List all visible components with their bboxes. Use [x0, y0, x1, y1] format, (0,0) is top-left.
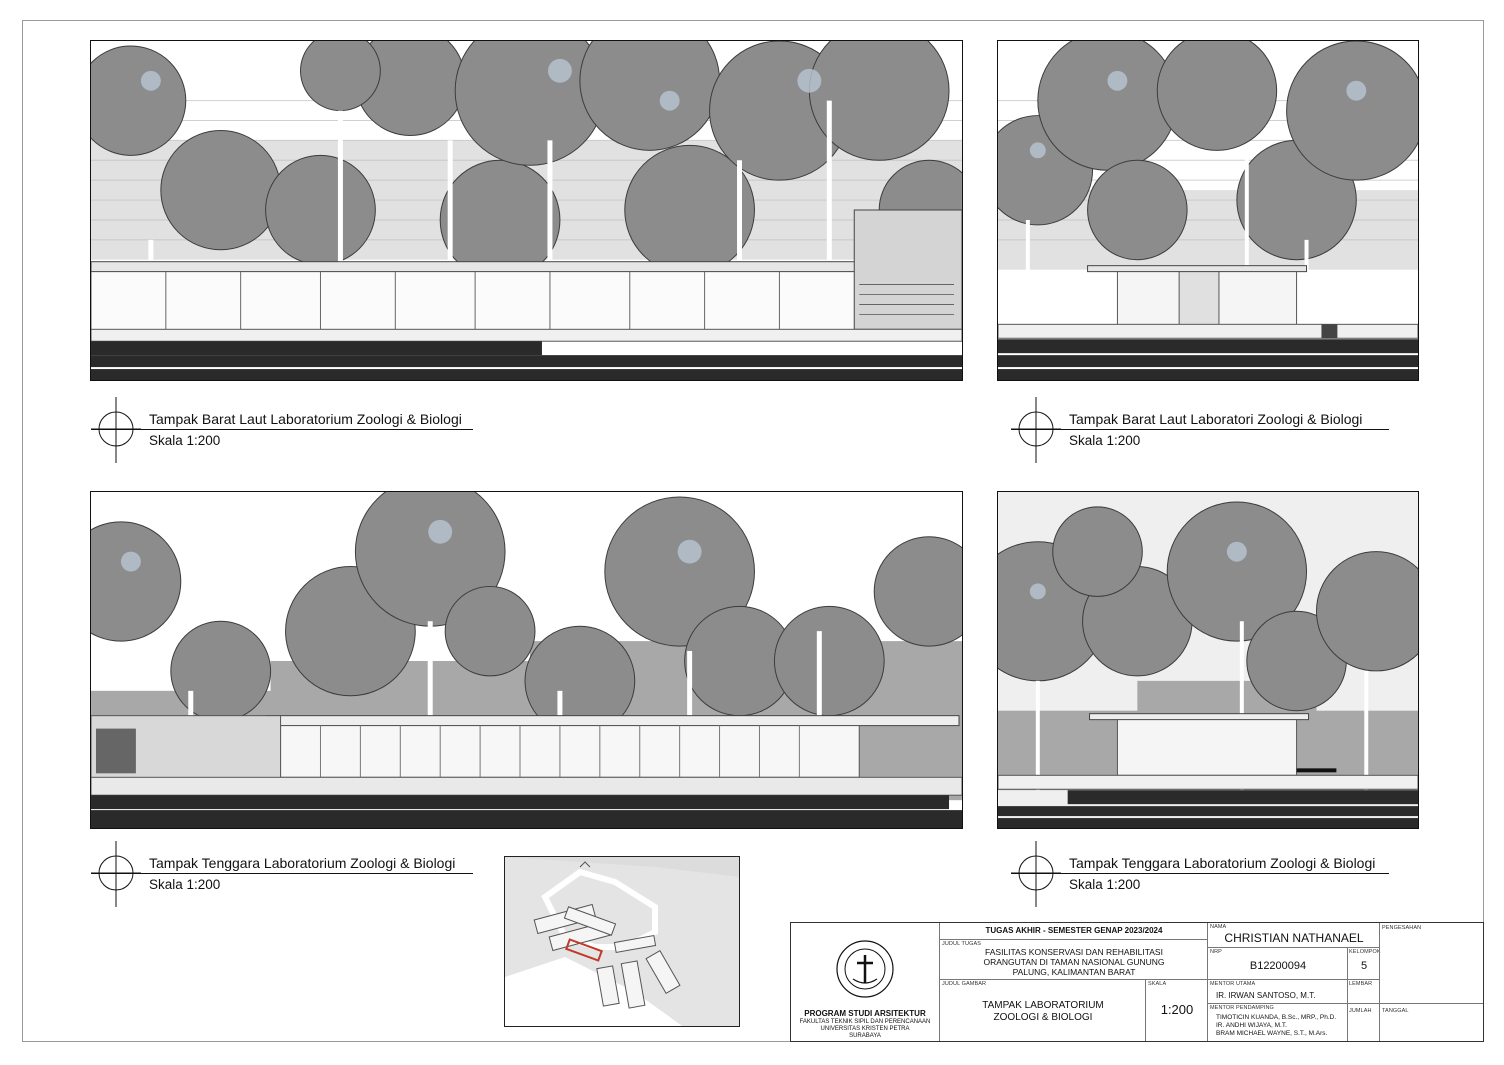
title-block-logo-cell	[791, 923, 939, 1041]
nama-label: NAMA	[1210, 924, 1227, 930]
judul-gambar-label: JUDUL GAMBAR	[942, 981, 987, 987]
faculty-name: FAKULTAS TEKNIK SIPIL DAN PERENCANAAN	[799, 1019, 931, 1025]
mentor-pendamping-3: BRAM MICHAEL WAYNE, S.T., M.Ars.	[1216, 1030, 1328, 1037]
task-header: TUGAS AKHIR - SEMESTER GENAP 2023/2024	[985, 926, 1163, 935]
view-title: Tampak Barat Laut Laboratorium Zoologi & Biologi	[149, 411, 462, 427]
jumlah-cell	[1347, 1003, 1379, 1041]
lembar-label: LEMBAR	[1349, 981, 1373, 987]
section-marker-icon	[91, 841, 157, 907]
judul-gambar-line-1: TAMPAK LABORATORIUM	[982, 1000, 1104, 1011]
mentor-pendamping-1: TIMOTICIN KUANDA, B.Sc., MRP., Ph.D.	[1216, 1014, 1337, 1021]
section-marker-icon	[1011, 397, 1077, 463]
section-marker-icon	[91, 397, 157, 463]
elevation-panel-2	[997, 40, 1419, 381]
view-label-3	[91, 841, 481, 909]
lembar-cell	[1347, 979, 1379, 1003]
judul-tugas-cell	[939, 939, 1207, 979]
view-label-2	[1011, 397, 1401, 465]
nrp-value: B12200094	[1249, 960, 1307, 972]
view-scale: Skala 1:200	[1069, 433, 1141, 448]
university-name: UNIVERSITAS KRISTEN PETRA	[820, 1026, 910, 1032]
pengesahan-cell	[1379, 923, 1483, 1003]
judul-tugas-line-1: FASILITAS KONSERVASI DAN REHABILITASI	[985, 947, 1163, 957]
title-block	[790, 922, 1484, 1042]
mentor-pendamping-cell	[1207, 1003, 1347, 1041]
judul-tugas-line-3: PALUNG, KALIMANTAN BARAT	[1012, 967, 1136, 977]
skala-cell	[1145, 979, 1207, 1041]
view-scale: Skala 1:200	[149, 433, 221, 448]
elevation-panel-1	[90, 40, 963, 381]
judul-tugas-line-2: ORANGUTAN DI TAMAN NASIONAL GUNUNG	[983, 957, 1165, 967]
skala-value: 1:200	[1160, 1002, 1194, 1017]
mentor-utama-label: MENTOR UTAMA	[1210, 981, 1256, 987]
mentor-pendamping-label: MENTOR PENDAMPING	[1210, 1005, 1274, 1011]
elevation-panel-3	[90, 491, 963, 829]
nama-value: CHRISTIAN NATHANAEL	[1224, 931, 1364, 945]
pengesahan-label: PENGESAHAN	[1382, 925, 1422, 931]
kelompok-cell	[1347, 947, 1379, 979]
view-title: Tampak Tenggara Laboratorium Zoologi & Biologi	[149, 855, 456, 871]
city-name: SURABAYA	[849, 1033, 881, 1039]
view-title: Tampak Tenggara Laboratorium Zoologi & Biologi	[1069, 855, 1376, 871]
mentor-pendamping-2: IR. ANDHI WIJAYA, M.T.	[1216, 1022, 1287, 1029]
view-scale: Skala 1:200	[149, 877, 221, 892]
key-plan	[504, 856, 740, 1027]
elevation-panel-4	[997, 491, 1419, 829]
view-label-4	[1011, 841, 1401, 909]
judul-gambar-cell	[939, 979, 1145, 1041]
judul-tugas-label: JUDUL TUGAS	[942, 941, 981, 947]
judul-gambar-line-2: ZOOLOGI & BIOLOGI	[993, 1012, 1093, 1023]
tanggal-label: TANGGAL	[1382, 1008, 1409, 1014]
section-marker-icon	[1011, 841, 1077, 907]
mentor-utama-cell	[1207, 979, 1347, 1003]
view-scale: Skala 1:200	[1069, 877, 1141, 892]
jumlah-label: JUMLAH	[1349, 1008, 1372, 1014]
view-label-1	[91, 397, 481, 465]
university-seal-icon	[835, 939, 895, 999]
mentor-utama-value: IR. IRWAN SANTOSO, M.T.	[1216, 991, 1316, 1000]
view-title: Tampak Barat Laut Laboratori Zoologi & Biologi	[1069, 411, 1363, 427]
kelompok-value: 5	[1360, 960, 1368, 972]
kelompok-label: KELOMPOK	[1349, 949, 1381, 955]
nama-cell	[1207, 923, 1379, 947]
nrp-label: NRP	[1210, 949, 1222, 955]
task-header-cell	[939, 923, 1207, 939]
program-name: PROGRAM STUDI ARSITEKTUR	[804, 1009, 926, 1018]
nrp-cell	[1207, 947, 1347, 979]
skala-label: SKALA	[1148, 981, 1167, 987]
tanggal-cell	[1379, 1003, 1483, 1041]
